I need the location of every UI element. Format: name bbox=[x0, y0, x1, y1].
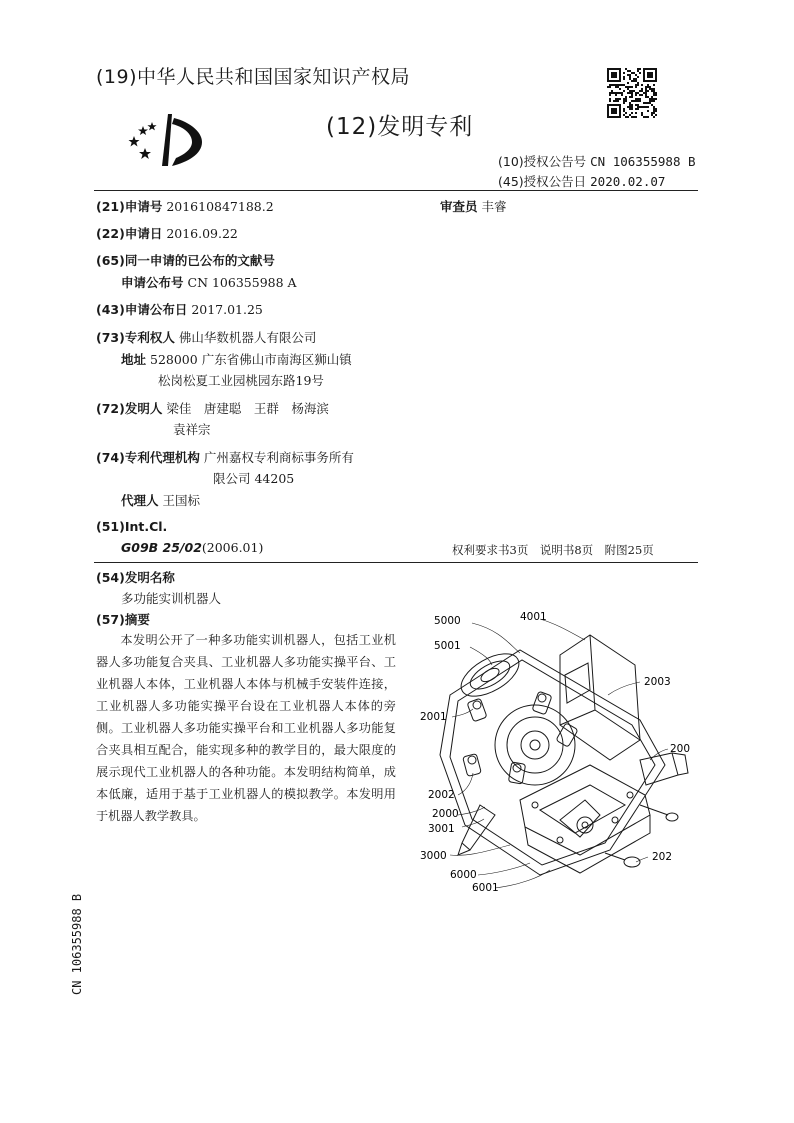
application-date-value: 2016.09.22 bbox=[166, 226, 238, 241]
intcl-year: (2006.01) bbox=[201, 540, 264, 555]
invention-title: 多功能实训机器人 bbox=[121, 591, 222, 606]
grant-pub-number bbox=[498, 152, 696, 170]
examiner-label: 审查员 bbox=[440, 199, 478, 214]
divider-middle bbox=[94, 562, 698, 563]
inventors-line-2: 袁祥宗 bbox=[173, 422, 211, 437]
figure-label-6001: 6001 bbox=[472, 882, 499, 894]
grant-pub-number-label: (10)授权公告号 bbox=[498, 154, 587, 169]
abstract-heading bbox=[96, 610, 150, 628]
grant-pub-date-value: 2020.02.07 bbox=[590, 174, 666, 189]
patent-agency-line-1: 广州嘉权专利商标事务所有 bbox=[203, 450, 354, 465]
figure-label-2002: 2002 bbox=[428, 789, 455, 801]
address-line-1: 528000 广东省佛山市南海区狮山镇 bbox=[150, 352, 352, 367]
figure-label-2001: 2001 bbox=[420, 711, 447, 723]
same-application-pub-label: (65)同一申请的已公布的文献号 bbox=[96, 253, 275, 268]
intcl-code: G09B 25/02 bbox=[121, 540, 202, 555]
application-date-label: (22)申请日 bbox=[96, 226, 163, 241]
abstract-body bbox=[96, 629, 396, 827]
grant-pub-date bbox=[498, 172, 665, 190]
figure-label-6000: 6000 bbox=[450, 869, 477, 881]
patentee-value: 佛山华数机器人有限公司 bbox=[178, 330, 317, 345]
figure-label-200: 200 bbox=[670, 743, 691, 755]
invention-title-label: (54)发明名称 bbox=[96, 570, 175, 585]
abstract-text: 本发明公开了一种多功能实训机器人，包括工业机器人多功能复合夹具、工业机器人多功能实操平台、工业机器人本体，工业机器人本体与机械手安装件连接，工业机器人多功能实操平台设在工业机器人本体的旁侧。工业机器人多功能实操平台和工业机器人多功能复合夹具相互配合，能实现多种的教学目的，最大限度的展示现代工业机器人的各种功能。本发明结构简单，成本低廉，适用于基于工业机器人的模拟教学。本发明用于机器人教学教具。 bbox=[96, 633, 396, 823]
agent-value: 王国标 bbox=[162, 493, 201, 508]
figure-label-202: 202 bbox=[652, 851, 673, 863]
intcl-classification bbox=[121, 540, 263, 555]
patent-agency-label: (74)专利代理机构 bbox=[96, 450, 200, 465]
address-line-2: 松岗松夏工业园桃园东路19号 bbox=[158, 373, 324, 388]
patent-office-title: (19)中华人民共和国国家知识产权局 bbox=[96, 66, 411, 88]
patentee bbox=[96, 328, 316, 346]
patent-agency-line-2: 限公司 44205 bbox=[213, 471, 295, 486]
page-counts: 权利要求书3页 说明书8页 附图25页 bbox=[452, 543, 654, 557]
address-label: 地址 bbox=[121, 352, 147, 367]
divider-top bbox=[94, 190, 698, 191]
inventors-label: (72)发明人 bbox=[96, 401, 163, 416]
agent bbox=[121, 491, 200, 509]
application-pub-date-value: 2017.01.25 bbox=[191, 302, 263, 317]
figure-label-2003: 2003 bbox=[644, 676, 671, 688]
patent-agency bbox=[96, 448, 354, 466]
figure-label-3000: 3000 bbox=[420, 850, 447, 862]
grant-pub-number-value: CN 106355988 B bbox=[590, 154, 696, 169]
side-publication-number: CN 106355988 B bbox=[70, 893, 84, 995]
application-pub-number bbox=[121, 273, 297, 291]
grant-pub-date-label: (45)授权公告日 bbox=[498, 174, 587, 189]
figure-label-4001: 4001 bbox=[520, 611, 547, 623]
qr-code bbox=[607, 68, 657, 118]
address bbox=[121, 350, 352, 368]
patentee-label: (73)专利权人 bbox=[96, 330, 175, 345]
document-type: (12)发明专利 bbox=[326, 114, 474, 140]
examiner bbox=[440, 197, 507, 215]
application-pub-number-label: 申请公布号 bbox=[121, 275, 184, 290]
application-pub-date bbox=[96, 300, 263, 318]
examiner-value: 丰睿 bbox=[481, 199, 507, 214]
figure-label-2000: 2000 bbox=[432, 808, 459, 820]
figure-label-5000: 5000 bbox=[434, 615, 461, 627]
application-number-label: (21)申请号 bbox=[96, 199, 163, 214]
application-date bbox=[96, 224, 238, 242]
agent-label: 代理人 bbox=[121, 493, 159, 508]
cnipa-logo bbox=[128, 112, 210, 168]
same-application-pub-heading bbox=[96, 251, 275, 269]
inventors bbox=[96, 399, 329, 417]
intcl-label: (51)Int.Cl. bbox=[96, 519, 168, 534]
inventors-line-1: 梁佳 唐建聪 王群 杨海滨 bbox=[166, 401, 329, 416]
application-pub-number-value: CN 106355988 A bbox=[187, 275, 297, 290]
figure-label-5001: 5001 bbox=[434, 640, 461, 652]
figure-label-3001: 3001 bbox=[428, 823, 455, 835]
application-number bbox=[96, 197, 274, 215]
intcl-heading bbox=[96, 519, 167, 534]
application-number-value: 201610847188.2 bbox=[166, 199, 274, 214]
abstract-label: (57)摘要 bbox=[96, 612, 150, 627]
application-pub-date-label: (43)申请公布日 bbox=[96, 302, 188, 317]
invention-title-heading bbox=[96, 568, 175, 586]
robot-figure bbox=[410, 605, 700, 900]
